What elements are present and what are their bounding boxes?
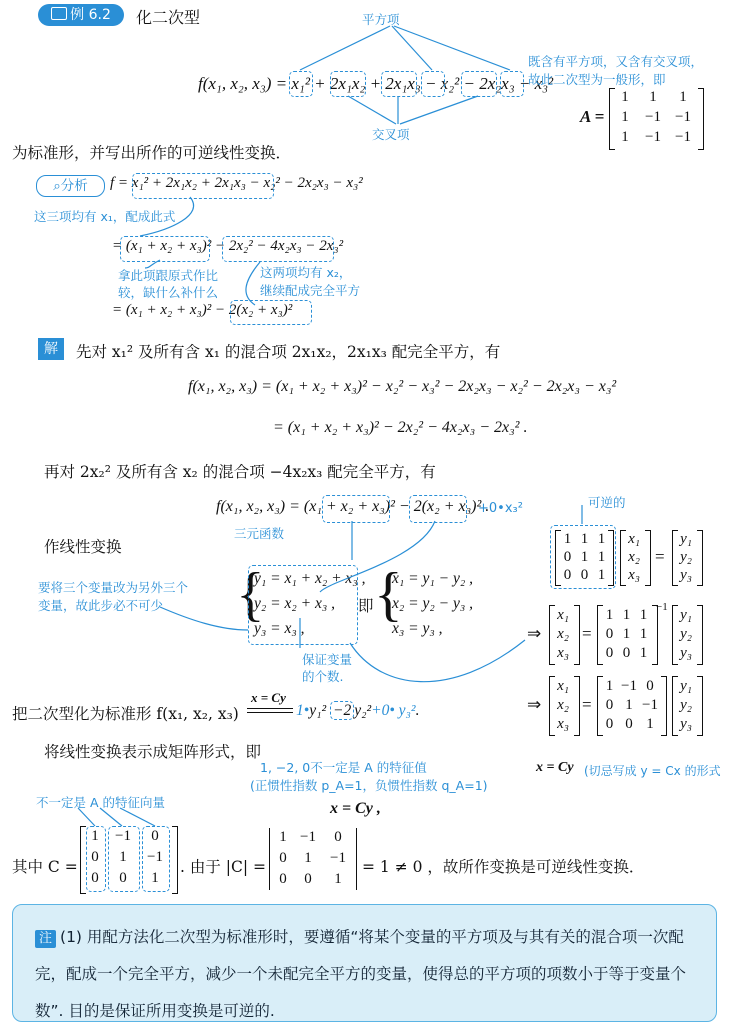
keep-note1: 保证变量 [302,652,353,667]
vector-cell: x₂ [628,549,640,565]
solution-eq1: f(x₁, x₂, x₃) = (x₁ + x₂ + x₃)² − x₂² − x₃² − 2x₂x₃ − x₂² − 2x₂x₃ − x₃² [188,378,617,395]
det-right-bar [356,828,357,890]
matrix-cell: 0 [279,871,287,887]
equals-3: = [582,695,592,714]
matrix-cell: 1 [649,89,657,105]
eig-note1: 1, −2, 0不一定是 A 的特征值 [260,760,427,775]
do-transform-label: 作线性变换 [44,538,122,556]
yvec-3 [676,678,696,735]
vector-cell: x₃ [628,567,640,583]
det-left-bar [269,828,270,890]
line-cross-x2x3 [400,96,478,124]
box-term-x3sq [500,71,524,97]
analysis-note3a: 这两项均有 x₂， [260,265,352,280]
xvec2-right-bracket [574,605,580,665]
eigvec-note: 不一定是 A 的特征向量 [36,795,165,810]
matrix-cell: −1 [300,829,316,845]
std-over-label: x = Cy [251,690,286,705]
three-var-note: 三元函数 [234,526,285,541]
m1-right-bracket [608,530,614,586]
vector-cell: y₁ [680,678,692,694]
label-square-terms: 平方项 [362,12,400,27]
box-C-col1 [86,826,106,892]
curve-transform-note [160,607,248,630]
box-square-sum [120,236,210,262]
C-prefix: 其中 C = [12,858,78,876]
box-x2x3-sum [409,495,467,523]
matrix-cell: 0 [605,716,614,732]
solution-intro: 先对 x₁² 及所有含 x₁ 的混合项 2x₁x₂，2x₁x₃ 配完全平方，有 [76,343,501,361]
matrix-cell: 1 [605,607,614,623]
matrix-cell: 1 [580,549,589,565]
line-square-x1 [300,26,390,70]
std-coef-1: 1• [296,702,310,719]
eq3-extra-term: +0•x₃² [478,501,523,516]
note-content [35,919,705,1030]
matrix-cell: 1 [151,870,159,886]
xvec-2 [553,607,573,664]
box-y-system [248,565,358,645]
matrix-cell: 1 [597,549,606,565]
box-term-x1x3 [381,71,417,97]
matrix-cell: −1 [642,697,658,713]
example-badge: 例 6.2 [38,4,124,26]
formula-original: f(x₁, x₂, x₃) = x₁² + 2x₁x₂ + 2x₁x₃ − x₂² − 2x₂x₃ − x₃² [198,74,554,93]
matrix-cell: 0 [279,850,287,866]
box-C-col2 [108,826,140,892]
line-square-x2 [392,26,432,70]
minv-right-bracket [652,605,658,665]
note-badge: 注 [35,930,56,948]
arrow-1: ⇒ [527,624,542,643]
vector-cell: x₃ [557,645,569,661]
matrix-A-label: A = [580,107,605,126]
matrix-cell: 1 [580,531,589,547]
matrix-cell: −1 [675,109,691,125]
note-box [12,904,717,1022]
analysis-note2b: 较，缺什么补什么 [118,285,219,300]
std-coef-minus2: −2 [330,701,354,720]
box-term-x2x3 [461,71,497,97]
matrix-cell: 0 [605,697,614,713]
matrix-cell: 0 [91,870,99,886]
cinv-right-bracket [661,676,667,736]
book-icon [51,7,67,20]
solution-eq3: f(x₁, x₂, x₃) = (x₁ + x₂ + x₃)² − 2(x₂ + x₃)² . [216,498,490,515]
sys-x-2: x₂ = y₂ − y₃ , [392,595,473,612]
matrix-cell: 0 [119,870,127,886]
matrix-cell: 1 [639,607,648,623]
box-term-x1x2 [330,71,366,97]
matrix-cell: −1 [621,678,637,694]
matrix-cell: 0 [304,871,312,887]
matrix-cell: −1 [115,828,131,844]
matrix-A [612,89,698,149]
vector-cell: x₂ [557,697,569,713]
matrix-cell: 0 [91,849,99,865]
matrix-cell: 1 [304,850,312,866]
xvec-1 [624,531,644,585]
xvec-3 [553,678,573,735]
std-term-y3: +0• y₃² [371,702,416,719]
analysis-badge: ⌕分析 [36,175,105,197]
matrix-cell: 0 [625,716,633,732]
yvec1-right-bracket [697,530,703,586]
analysis-note1: 这三项均有 x₁，配成此式 [34,209,176,224]
matrix-cell: 0 [151,828,159,844]
side-note-line2: 故此二次型为一般形，即 [528,72,666,87]
analysis-note2a: 拿此项跟原式作比 [118,268,219,283]
matrix-cell: −1 [675,129,691,145]
label-cross-terms: 交叉项 [372,127,410,142]
equals-1: = [655,547,665,566]
keep-note2: 的个数. [302,669,344,684]
line-square-x3 [394,26,510,70]
matrix-M1-inv [601,607,652,664]
matrix-det [273,829,353,892]
std-term-y1: y₁² [309,702,330,719]
matrix-cell: −1 [645,129,661,145]
solution-eq2: = (x₁ + x₂ + x₃)² − 2x₂² − 4x₂x₃ − 2x₃² . [273,419,528,436]
yvec3-right-bracket [697,676,703,736]
box-C-col3 [142,826,170,892]
example-title: 化二次型 [136,8,201,27]
matrix-cell: 0 [605,645,614,661]
box-second-square [230,300,312,325]
xcy-side-note: (切忌写成 y = Cx 的形式 [584,764,721,778]
analysis-line3: = (x₁ + x₂ + x₃)² − 2(x₂ + x₃)² [112,302,293,318]
side-note-line1: 既含有平方项，又含有交叉项， [528,54,704,69]
matrix-cell: 1 [334,871,342,887]
matrix-cell: 1 [597,531,606,547]
sys-x-1: x₁ = y₁ − y₂ , [392,570,473,587]
solution-step2: 再对 2x₂² 及所有含 x₂ 的混合项 −4x₂x₃ 配完全平方，有 [44,463,436,481]
std-prefix: 把二次型化为标准形 f(x₁, x₂, x₃) [12,705,239,723]
vector-cell: y₂ [680,697,692,713]
matrix-cell: 1 [622,607,631,623]
analysis-line1: f = x₁² + 2x₁x₂ + 2x₁x₃ − x₂² − 2x₂x₃ − x₃² [110,175,363,191]
sys-y-3: y₃ = x₃ , [254,620,305,637]
vector-cell: y₃ [680,716,692,732]
vector-cell: y₃ [680,567,692,583]
matrix-cell: 1 [639,626,648,642]
C-right-bracket [172,826,178,894]
matrix-cell: 1 [639,645,648,661]
matrix-cell: 0 [563,567,572,583]
box-term-x1sq [289,71,313,97]
matrix-cell: 1 [621,89,629,105]
curve-analysis-3 [246,262,260,305]
solution-badge: 解 [38,338,64,360]
std-result [296,702,419,720]
matrix-A-right-bracket [698,88,704,150]
det-result: = 1 ≠ 0 ，故所作变换是可逆线性变换． [362,858,645,876]
note-text: (1) 用配方法化二次型为标准形时，要遵循“将某个变量的平方项及与其有关的混合项一次配完，配成一个完全平方，减少一个未配完全平方的变量，使得总的平方项的项数小于等于变量个数”. 目的是保证所用变换是可逆的. [35,928,687,1020]
box-x1x2x3-sum [322,495,390,523]
vector-cell: y₃ [680,645,692,661]
matrix-cell: 1 [563,531,572,547]
brace-x: { [374,561,403,627]
box-x2-terms [222,236,334,262]
yvec2-right-bracket [697,605,703,665]
matrix-cell: 0 [622,645,631,661]
eig-note2: (正惯性指数 p_A=1，负惯性指数 q_A=1) [250,778,488,793]
matrix-cell: 1 [91,828,99,844]
ji-label: 即 [358,597,374,615]
arrow-2: ⇒ [527,695,542,714]
task-text: 为标准形，并写出所作的可逆线性变换． [12,144,292,162]
matrix-cell: 1 [621,109,629,125]
sys-y-1: y₁ = x₁ + x₂ + x₃ , [254,570,366,587]
matrix-cell: 0 [605,626,614,642]
analysis-note3b: 继续配成完全平方 [260,283,361,298]
det-text: . 由于 |C| = [180,858,266,876]
vector-cell: x₃ [557,716,569,732]
invertible-note: 可逆的 [588,495,626,510]
matrix-cell: 0 [334,829,342,845]
matrix-cell: −1 [330,850,346,866]
matrix-cell: 1 [679,89,687,105]
equals-2: = [582,624,592,643]
yvec-2 [676,607,696,664]
xvec1-right-bracket [645,530,651,586]
vector-cell: y₂ [680,626,692,642]
std-period: . [415,702,420,719]
vector-cell: x₁ [628,531,640,547]
matrix-M1 [559,531,610,585]
sys-x-3: x₃ = y₃ , [392,620,443,637]
std-term-y2: y₂² [354,702,372,719]
std-double-line [247,708,293,713]
matrix-cell: 1 [605,678,614,694]
matrix-cell: 0 [563,549,572,565]
xcy-side: x = Cy [536,760,574,775]
matrix-cell: −1 [645,109,661,125]
box-three-terms [132,173,274,199]
line-cross-x1x2 [348,96,396,124]
sys-y-2: y₂ = x₂ + x₃ , [254,595,335,612]
matrix-cell: 1 [597,567,606,583]
vector-cell: y₁ [680,607,692,623]
matrix-cell: 0 [580,567,589,583]
curve-to-inverse [350,640,525,682]
transform-note2: 变量，故此步必不可少 [38,598,164,613]
matrix-cell: 1 [279,829,287,845]
xvec3-right-bracket [574,676,580,736]
matrix-cell: 1 [625,697,633,713]
matrix-C-right [601,678,660,735]
yvec-1 [676,531,696,585]
box-term-x2sq [421,71,445,97]
vector-cell: x₂ [557,626,569,642]
vector-cell: y₁ [680,531,692,547]
analysis-line2: = (x₁ + x₂ + x₃)² − 2x₂² − 4x₂x₃ − 2x₃² [112,238,344,254]
matrix-cell: −1 [147,849,163,865]
vector-cell: x₁ [557,607,569,623]
transform-note1: 要将三个变量改为另外三个 [38,580,189,595]
matrix-cell: 0 [646,678,654,694]
search-icon: ⌕ [53,178,61,194]
matrix-intro: 将线性变换表示成矩阵形式，即 [44,743,262,761]
matrix-cell: 1 [622,626,631,642]
vector-cell: x₁ [557,678,569,694]
xcy-main: x = Cy , [330,800,381,817]
inverse-superscript: −1 [656,601,668,613]
matrix-cell: 1 [119,849,127,865]
brace-y: { [236,561,265,627]
matrix-cell: 1 [646,716,654,732]
matrix-cell: 1 [621,129,629,145]
vector-cell: y₂ [680,549,692,565]
